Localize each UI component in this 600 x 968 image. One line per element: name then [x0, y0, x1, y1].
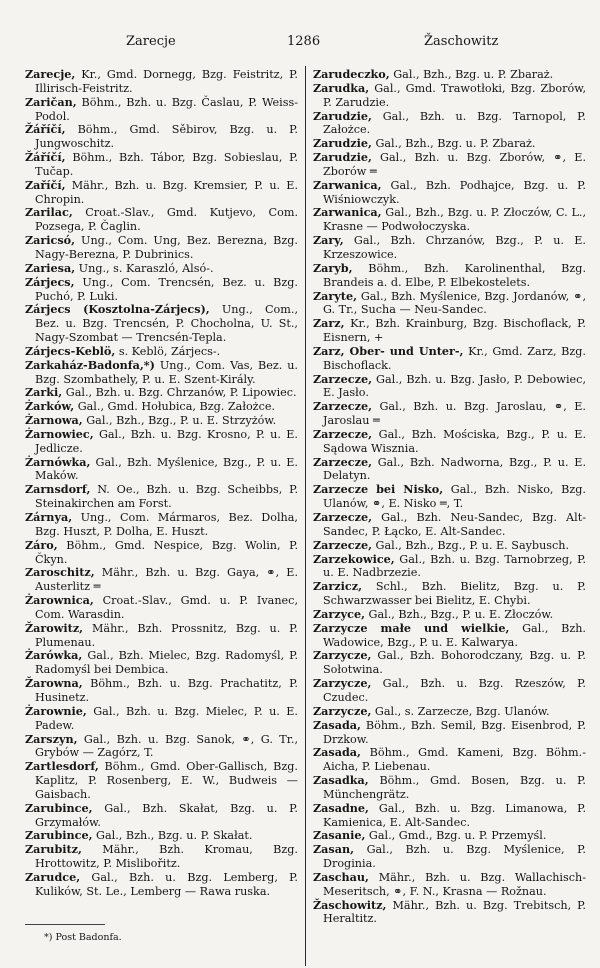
- gazetteer-entry: [25, 456, 298, 484]
- entry-headword: Zaričan,: [25, 94, 77, 109]
- entry-headword: Zarubince,: [25, 800, 93, 815]
- entry-headword: Žarowitz,: [25, 620, 84, 635]
- gazetteer-entry: [313, 553, 586, 581]
- entry-text: Ung., Com. Mármaros, Bez. Dolha, Bzg. Huszt, P. Dolha, E. Huszt.: [35, 511, 298, 538]
- gazetteer-entry: [313, 719, 586, 747]
- entry-text: Gal., Bzh., Bzg., P. u. E. Złoczów.: [365, 607, 554, 621]
- entry-headword: Zarszyn,: [25, 731, 78, 746]
- gazetteer-entry: [313, 511, 586, 539]
- column-divider: [305, 66, 306, 966]
- gazetteer-entry: [25, 566, 298, 594]
- entry-text: s. Keblö, Zárjecs-.: [115, 344, 221, 358]
- entry-text: Gal., Bzh., Bzg. u. P. Złoczów, C. L., Krasne — Podwołoczyska.: [323, 206, 586, 234]
- header-right-word: Žaschowitz: [424, 34, 499, 49]
- gazetteer-entry: [313, 456, 586, 484]
- entry-text: Gal., Bzh. u. Bzg. Krosno, P. u. E. Jedlicze.: [35, 427, 298, 455]
- entry-headword: Żarnowa,: [25, 413, 83, 428]
- entry-text: Gal., Gmd. Hołubica, Bzg. Założce.: [74, 400, 276, 414]
- gazetteer-entry: [313, 137, 586, 151]
- entry-headword: Zaschau,: [313, 869, 369, 884]
- entry-headword: Żarownica,: [25, 593, 94, 608]
- entry-text: Kr., Gmd. Dornegg, Bzg. Feistritz, P. Illirisch-Feistritz.: [35, 68, 298, 95]
- gazetteer-entry: [313, 290, 586, 318]
- entry-headword: Zárnya,: [25, 510, 73, 524]
- entry-headword: Zasanie,: [313, 828, 366, 843]
- gazetteer-entry: [313, 774, 586, 802]
- entry-text: Gal., Bzh., Bzg. u. P. Zbaraż.: [389, 68, 554, 81]
- gazetteer-entry: [25, 262, 298, 276]
- entry-text: Gal., Bzh. u. Bzg. Jaroslau, ⚭, E. Jaroslau ═: [323, 400, 586, 428]
- gazetteer-entry: [313, 622, 586, 650]
- entry-text: Gal., Bzh. u. Bzg. Tarnopol, P. Założce.: [323, 109, 586, 137]
- gazetteer-entry: [313, 262, 586, 290]
- entry-text: Gal., Bzh. u. Bzg. Sanok, ⚭, G. Tr., Grybów — Zagórz, T.: [35, 732, 298, 760]
- entry-headword: Zariesa,: [25, 260, 76, 275]
- entry-text: Gal., Bzh. u. Bzg. Tarnobrzeg, P. u. E. Nadbrzezie.: [323, 552, 586, 580]
- gazetteer-entry: [313, 234, 586, 262]
- entry-text: Ung., Com. Vas, Bez. u. Bzg. Szombathely, P. u. E. Szent-Király.: [35, 358, 298, 386]
- entry-text: Gal., Bzh. u. Bzg. Jasło, P. Debowiec, E. Jasło.: [323, 372, 586, 400]
- entry-headword: Zasadne,: [313, 800, 369, 815]
- entry-headword: Zarzecze,: [313, 399, 372, 414]
- entry-text: Mähr., Bzh. u. Bzg. Trebitsch, P. Heraltitz.: [323, 898, 586, 926]
- entry-headword: Zarzecze,: [313, 510, 372, 524]
- entry-text: Böhm., Bzh. Semil, Bzg. Eisenbrod, P. Drzkow.: [323, 718, 586, 746]
- gazetteer-entry: [25, 622, 298, 650]
- entry-text: Gal., Bzh. Myślenice, Bzg., P. u. E. Maków.: [35, 455, 298, 483]
- entry-text: Gal., Gmd., Bzg. u. P. Przemyśl.: [365, 829, 547, 843]
- gazetteer-entry: [313, 400, 586, 428]
- gazetteer-entry: [25, 649, 298, 677]
- entry-text: Ung., Com. Trencsén, Bez. u. Bzg. Puchó, P. Luki.: [35, 275, 298, 303]
- entry-headword: Zarecje,: [25, 67, 76, 81]
- gazetteer-entry: [313, 899, 586, 927]
- gazetteer-entry: [25, 511, 298, 539]
- entry-headword: Żarków,: [25, 399, 75, 414]
- entry-text: Gal., Bzh. u. Bzg. Limanowa, P. Kamienica, E. Alt-Sandec.: [323, 801, 586, 829]
- entry-text: Mähr., Bzh. Prossnitz, Bzg. u. P. Plumenau.: [35, 621, 298, 649]
- entry-text: Gal., Bzh. Mielec, Bzg. Radomyśl, P. Radomyśl bei Dembica.: [35, 649, 298, 677]
- entry-headword: Zarudce,: [25, 869, 81, 884]
- entry-headword: Zartlesdorf,: [25, 759, 99, 774]
- entry-headword: Zasada,: [313, 717, 361, 732]
- entry-text: Croat.-Slav., Gmd. u. P. Ivanec, Com. Warasdin.: [35, 594, 298, 621]
- entry-headword: Zárjecs-Keblö,: [25, 343, 116, 358]
- entry-text: Gal., Bzh. Podhajce, Bzg. u. P. Wiśniowczyk.: [323, 178, 586, 206]
- entry-text: Gal., Bzh. Mościska, Bzg., P. u. E. Sądowa Wisznia.: [323, 427, 586, 455]
- entry-headword: Zarzecze,: [313, 454, 372, 469]
- entry-text: Böhm., Gmd. Sěbirov, Bzg. u. P. Jungwoschitz.: [35, 123, 298, 151]
- entry-text: Gal., Bzh. Skałat, Bzg. u. P. Grzymałów.: [35, 801, 298, 829]
- entry-text: Gal., Bzh., Bzg. u. P. Skałat.: [92, 829, 253, 843]
- gazetteer-entry: [25, 677, 298, 705]
- entry-headword: Zarubitz,: [25, 842, 82, 857]
- gazetteer-entry: [313, 206, 586, 234]
- gazetteer-entry: [25, 151, 298, 179]
- entry-text: Gal., Bzh. u. Bzg. Lemberg, P. Kulików, St. Le., Lemberg — Rawa ruska.: [35, 870, 298, 898]
- entry-headword: Zarzycze małe und wielkie,: [313, 620, 510, 635]
- gazetteer-entry: [313, 608, 586, 622]
- entry-headword: Zasan,: [313, 842, 354, 857]
- gazetteer-entry: [25, 303, 298, 345]
- entry-text: Gal., Bzh., Bzg., P. u. E. Strzyżów.: [82, 414, 277, 428]
- gazetteer-entry: [25, 539, 298, 567]
- entry-headword: Zarzyce,: [313, 606, 365, 621]
- gazetteer-entry: [313, 802, 586, 830]
- entry-headword: Zarzecze,: [313, 371, 372, 386]
- entry-text: Gal., Bzh., Bzg., P. u. E. Saybusch.: [371, 538, 570, 552]
- entry-headword: Zarzecze,: [313, 426, 372, 441]
- entry-text: Gal., Bzh. Nadworna, Bzg., P. u. E. Delatyn.: [323, 455, 586, 483]
- gazetteer-entry: [25, 594, 298, 622]
- gazetteer-entry: [25, 414, 298, 428]
- page-header: [0, 34, 600, 54]
- right-column: [313, 68, 586, 926]
- entry-headword: Zaricsó,: [25, 233, 76, 248]
- gazetteer-entry: [313, 82, 586, 110]
- entry-text: Kr., Gmd. Zarz, Bzg. Bischoflack.: [323, 344, 586, 372]
- entry-text: Gal., Bzh. Neu-Sandec, Bzg. Alt-Sandec, P. Łącko, E. Alt-Sandec.: [323, 511, 586, 538]
- entry-headword: Zarubince,: [25, 828, 93, 843]
- left-column: [25, 68, 298, 899]
- gazetteer-entry: [25, 802, 298, 830]
- entry-headword: Zarzekowice,: [313, 551, 395, 566]
- entry-headword: Zaryte,: [313, 288, 357, 303]
- entry-headword: Zaroschitz,: [25, 565, 95, 580]
- entry-text: Mähr., Bzh. u. Bzg. Wallachisch-Meseritsch, ⚭, F. N., Krasna — Rožnau.: [323, 870, 586, 898]
- entry-text: Böhm., Gmd. Nespice, Bzg. Wolin, P. Čkyn.: [35, 538, 298, 566]
- gazetteer-entry: [25, 483, 298, 511]
- entry-headword: Zarzycze,: [313, 676, 372, 691]
- entry-text: Mähr., Bzh. u. Bzg. Gaya, ⚭, E. Austerlitz ═: [35, 566, 298, 594]
- gazetteer-entry: [25, 276, 298, 304]
- gazetteer-entry: [25, 68, 298, 96]
- entry-headword: Zarz,: [313, 316, 345, 331]
- entry-headword: Zarkaház-Badonfa,*): [25, 357, 155, 372]
- gazetteer-entry: [313, 649, 586, 677]
- entry-text: Kr., Bzh. Krainburg, Bzg. Bischoflack, P. Eisnern, +: [323, 317, 586, 345]
- entry-headword: Zarudeczko,: [313, 67, 390, 81]
- entry-headword: Zarudzie,: [313, 108, 372, 123]
- entry-headword: Zarwanica,: [313, 177, 382, 192]
- gazetteer-entry: [25, 843, 298, 871]
- gazetteer-entry: [313, 677, 586, 705]
- entry-headword: Zarz, Ober- und Unter-,: [313, 343, 464, 358]
- footnote: *) Post Badonfa.: [44, 932, 122, 943]
- entry-text: Gal., Bzh. u. Bzg. Myślenice, P. Droginia.: [323, 843, 586, 871]
- gazetteer-entry: [313, 483, 586, 511]
- gazetteer-entry: [313, 580, 586, 608]
- gazetteer-entry: [313, 373, 586, 401]
- gazetteer-entry: [313, 68, 586, 82]
- gazetteer-entry: [313, 843, 586, 871]
- gazetteer-entry: [25, 206, 298, 234]
- gazetteer-entry: [25, 123, 298, 151]
- entry-text: Gal., Bzh. Chrzanów, Bzg., P. u. E. Krzeszowice.: [323, 234, 586, 261]
- gazetteer-entry: [313, 428, 586, 456]
- gazetteer-entry: [25, 829, 298, 843]
- entry-headword: Zarzecze,: [313, 537, 372, 552]
- gazetteer-entry: [25, 179, 298, 207]
- gazetteer-entry: [25, 96, 298, 124]
- entry-text: Gal., Bzh. Myślenice, Bzg. Jordanów, ⚭, G. Tr., Sucha — Neu-Sandec.: [323, 289, 586, 317]
- entry-headword: Žáříčí,: [25, 150, 66, 165]
- gazetteer-entry: [313, 746, 586, 774]
- entry-headword: Záro,: [25, 537, 58, 552]
- gazetteer-entry: [313, 871, 586, 899]
- entry-text: Ung., Com. Ung, Bez. Berezna, Bzg. Nagy-Berezna, P. Dubrinics.: [35, 234, 298, 261]
- entry-text: Ung., s. Karaszló, Alsó-.: [75, 261, 214, 275]
- entry-headword: Zárjecs (Kosztolna-Zárjecs),: [25, 302, 210, 317]
- entry-text: Böhm., Bzh. u. Bzg. Časlau, P. Weiss-Podol.: [35, 95, 298, 123]
- entry-text: Böhm., Bzh. u. Bzg. Prachatitz, P. Husinetz.: [35, 677, 298, 704]
- entry-text: Gal., Gmd. Trawotłoki, Bzg. Zborów, P. Zarudzie.: [323, 81, 586, 109]
- entry-headword: Zaryb,: [313, 260, 353, 275]
- gazetteer-entry: [313, 539, 586, 553]
- gazetteer-entry: [25, 345, 298, 359]
- entry-text: Böhm., Bzh. Tábor, Bzg. Sobieslau, P. Tučap.: [35, 151, 298, 178]
- page-number: 1286: [287, 34, 321, 49]
- entry-text: Croat.-Slav., Gmd. Kutjevo, Com. Pozsega, P. Čaglin.: [35, 206, 298, 234]
- entry-headword: Zarzecze bei Nisko,: [313, 482, 444, 497]
- entry-headword: Żarownie,: [25, 703, 87, 718]
- gazetteer-entry: [25, 705, 298, 733]
- entry-headword: Zarnsdorf,: [25, 482, 91, 497]
- entry-text: Böhm., Gmd. Ober-Gallisch, Bzg. Kaplitz, P. Rosenberg, E. W., Budweis — Gaisbach.: [35, 760, 298, 801]
- entry-text: Gal., Bzh., Bzg. u. P. Zbaraż.: [371, 137, 536, 151]
- entry-headword: Zarzicz,: [313, 579, 362, 594]
- gazetteer-entry: [25, 428, 298, 456]
- entry-headword: Żarnowiec,: [25, 426, 94, 441]
- entry-text: Gal., Bzh. u. Bzg. Chrzanów, P. Lipowiec.: [62, 386, 297, 400]
- gazetteer-entry: [25, 359, 298, 387]
- entry-text: Schl., Bzh. Bielitz, Bzg. u. P. Schwarzwasser bei Bielitz, E. Chybi.: [323, 580, 586, 608]
- gazetteer-entry: [25, 733, 298, 761]
- entry-headword: Žaschowitz,: [313, 897, 387, 912]
- header-left-word: Zarecje: [126, 34, 176, 49]
- entry-text: Gal., Bzh. u. Bzg. Zborów, ⚭, E. Zborów ═: [323, 151, 586, 178]
- entry-headword: Žarowna,: [25, 676, 83, 691]
- entry-text: Mähr., Bzh. Kromau, Bzg. Hrottowitz, P. Mislibořitz.: [35, 843, 298, 871]
- entry-text: N. Oe., Bzh. u. Bzg. Scheibbs, P. Steinakirchen am Forst.: [35, 483, 298, 511]
- entry-headword: Żarnówka,: [25, 454, 91, 469]
- entry-text: Gal., Bzh. Bohorodczany, Bzg. u. P. Sołotwina.: [323, 649, 586, 677]
- entry-text: Mähr., Bzh. u. Bzg. Kremsier, P. u. E. Chropin.: [35, 178, 298, 206]
- entry-headword: Zarudzie,: [313, 136, 372, 151]
- entry-headword: Zarudzie,: [313, 150, 372, 165]
- entry-headword: Zarudka,: [313, 80, 370, 95]
- entry-text: Gal., Bzh. Wadowice, Bzg., P. u. E. Kalwarya.: [323, 621, 586, 649]
- entry-headword: Zary,: [313, 233, 344, 248]
- gazetteer-entry: [313, 151, 586, 179]
- entry-text: Böhm., Bzh. Karolinenthal, Bzg. Brandeis a. d. Elbe, P. Elbekostelets.: [323, 261, 586, 289]
- entry-headword: Zarwanica,: [313, 205, 382, 220]
- gazetteer-entry: [313, 317, 586, 345]
- gazetteer-entry: [313, 179, 586, 207]
- entry-text: Gal., Bzh. Nisko, Bzg. Ulanów, ⚭, E. Nisko ═, T.: [323, 483, 586, 511]
- entry-text: Böhm., Gmd. Kameni, Bzg. Böhm.-Aicha, P. Liebenau.: [323, 746, 586, 774]
- gazetteer-entry: [25, 400, 298, 414]
- entry-text: Gal., Bzh. u. Bzg. Rzeszów, P. Czudec.: [323, 677, 586, 704]
- gazetteer-entry: [25, 871, 298, 899]
- footnote-rule: [25, 924, 105, 925]
- gazetteer-entry: [313, 110, 586, 138]
- gazetteer-entry: [313, 705, 586, 719]
- entry-headword: Zasadka,: [313, 773, 369, 788]
- entry-headword: Zasada,: [313, 745, 361, 760]
- entry-text: Gal., s. Zarzecze, Bzg. Ulanów.: [371, 704, 550, 718]
- gazetteer-entry: [25, 760, 298, 802]
- entry-headword: Zarzycze,: [313, 648, 372, 663]
- entry-text: Ung., Com., Bez. u. Bzg. Trencsén, P. Chocholna, U. St., Nagy-Szombat — Trencsén-Tepla.: [35, 303, 298, 345]
- entry-headword: Zarzycze,: [313, 703, 372, 718]
- entry-headword: Zaříčí,: [25, 177, 66, 192]
- gazetteer-entry: [313, 829, 586, 843]
- entry-headword: Zárjecs,: [25, 274, 75, 289]
- entry-text: Gal., Bzh. u. Bzg. Mielec, P. u. E. Padew.: [35, 704, 298, 732]
- gazetteer-entry: [25, 386, 298, 400]
- entry-headword: Żarówka,: [25, 648, 83, 663]
- entry-headword: Zarki,: [25, 385, 63, 400]
- entry-headword: Zarilac,: [25, 205, 73, 220]
- gazetteer-entry: [25, 234, 298, 262]
- gazetteer-entry: [313, 345, 586, 373]
- entry-headword: Žáříčí,: [25, 122, 66, 137]
- entry-text: Böhm., Gmd. Bosen, Bzg. u. P. Münchengrätz.: [323, 774, 586, 801]
